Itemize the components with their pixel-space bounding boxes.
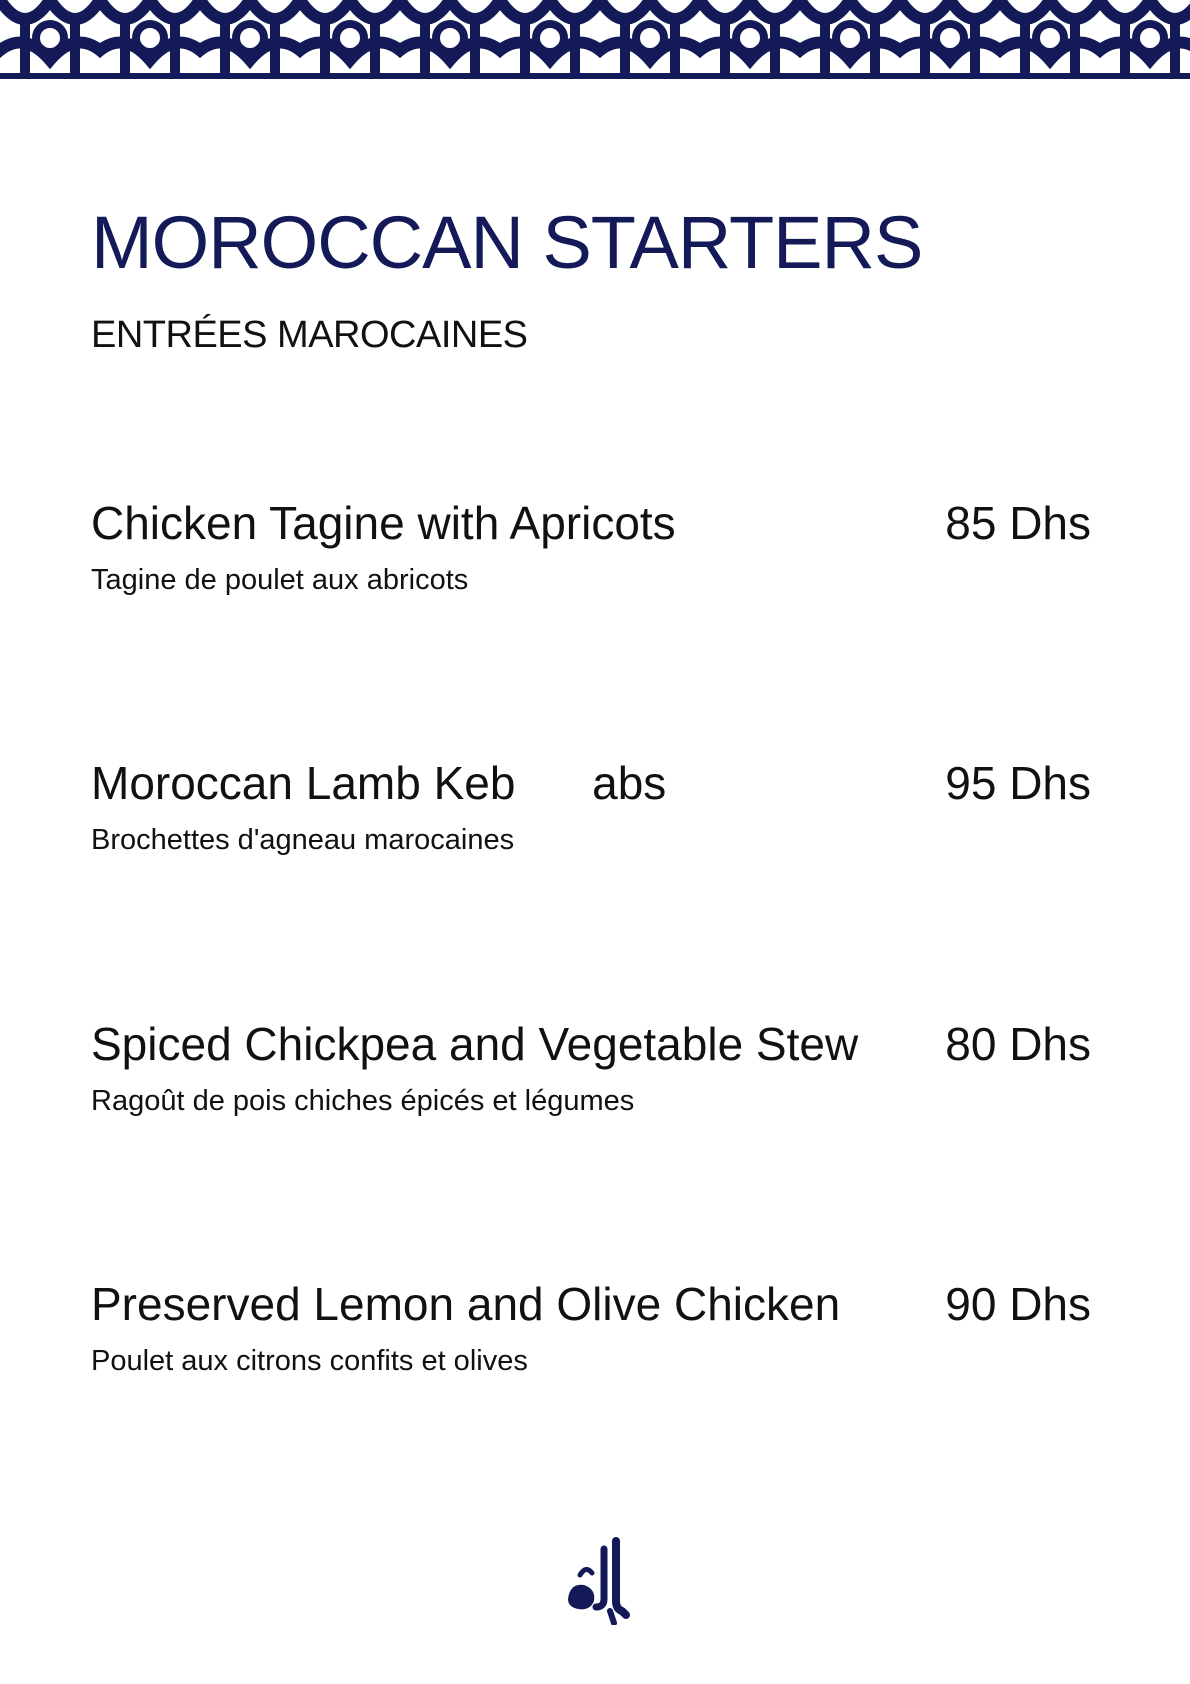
- menu-item-name: Spiced Chickpea and Vegetable Stew: [91, 1018, 859, 1070]
- menu-item-lemon-olive-chicken: [91, 1278, 1091, 1391]
- menu-item-translation: Brochettes d'agneau marocaines: [91, 824, 515, 856]
- menu-item-translation: Poulet aux citrons confits et olives: [91, 1345, 528, 1377]
- menu-item-chicken-tagine: [91, 497, 1091, 610]
- menu-item-chickpea-stew: [91, 1018, 1091, 1131]
- menu-item-name: Chicken Tagine with Apricots: [91, 497, 676, 549]
- menu-item-price: 90 Dhs: [945, 1278, 1091, 1330]
- menu-item-name: Preserved Lemon and Olive Chicken: [91, 1278, 841, 1330]
- menu-item-name: Moroccan Lamb Keb abs: [91, 757, 667, 809]
- menu-item-lamb-kebabs: [91, 757, 1091, 870]
- menu-section-subtitle: ENTRÉES MAROCAINES: [91, 314, 528, 356]
- menu-section-title: MOROCCAN STARTERS: [91, 201, 923, 284]
- calligraphy-logo-icon: [560, 1535, 632, 1625]
- menu-item-price: 80 Dhs: [945, 1018, 1091, 1070]
- menu-item-translation: Ragoût de pois chiches épicés et légumes: [91, 1085, 635, 1117]
- menu-item-translation: Tagine de poulet aux abricots: [91, 564, 469, 596]
- menu-item-price: 85 Dhs: [945, 497, 1091, 549]
- moroccan-border-pattern: [0, 0, 1190, 80]
- menu-item-price: 95 Dhs: [945, 757, 1091, 809]
